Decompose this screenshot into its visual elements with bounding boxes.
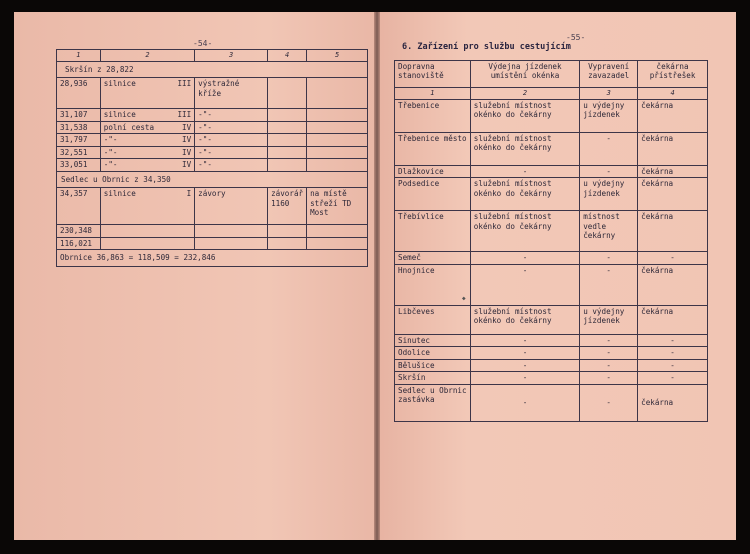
table-row xyxy=(395,372,708,384)
luggage-cell: - xyxy=(580,132,638,165)
table-row xyxy=(395,264,708,305)
col-number: 4 xyxy=(638,88,708,100)
header-row xyxy=(395,61,708,88)
table-footer: Obrnice 36,863 = 118,509 = 232,846 xyxy=(57,250,368,266)
section-heading: Skršín z 28,822 xyxy=(57,61,368,77)
km-cell: 34,357 xyxy=(57,188,101,225)
sign-cell: -"- xyxy=(195,109,268,121)
road-cell: silnice xyxy=(103,79,136,89)
luggage-cell: - xyxy=(580,252,638,264)
road-cell: -"- xyxy=(103,147,118,157)
ticket-office-cell: - xyxy=(470,165,579,177)
table-row xyxy=(57,78,368,109)
col-number: 3 xyxy=(195,50,268,62)
station-cell: Podsedice xyxy=(395,178,471,211)
table-row xyxy=(395,359,708,371)
luggage-cell: - xyxy=(580,264,638,305)
table-row xyxy=(57,188,368,225)
left-page-number: -54- xyxy=(193,39,213,48)
ticket-office-cell: - xyxy=(470,264,579,305)
col-number: 2 xyxy=(470,88,579,100)
table-row xyxy=(57,159,368,171)
ticket-office-cell: - xyxy=(470,384,579,421)
ticket-office-cell: - xyxy=(470,347,579,359)
station-cell: Sedlec u Obrnic zastávka xyxy=(395,384,471,421)
station-cell: Libčeves xyxy=(395,305,471,334)
header-cell: čekárna přístřešek xyxy=(638,61,708,88)
station-cell: Třebenice město xyxy=(395,132,471,165)
waiting-room-cell: - xyxy=(638,347,708,359)
class-cell: IV xyxy=(182,160,192,170)
ticket-office-cell: služební místnost okénko do čekárny xyxy=(470,178,579,211)
km-cell: 28,936 xyxy=(57,78,101,109)
class-cell: IV xyxy=(182,147,192,157)
waiting-room-cell: čekárna xyxy=(638,384,708,421)
station-cell: Sinutec xyxy=(395,334,471,346)
luggage-cell: - xyxy=(580,347,638,359)
table-row xyxy=(57,237,368,249)
header-cell: Dopravna stanoviště xyxy=(395,61,471,88)
luggage-cell: u výdejny jízdenek xyxy=(580,99,638,132)
sign-cell: -"- xyxy=(195,146,268,158)
class-cell: III xyxy=(177,110,192,120)
luggage-cell: - xyxy=(580,334,638,346)
col-number: 4 xyxy=(268,50,307,62)
waiting-room-cell: čekárna xyxy=(638,165,708,177)
ticket-office-cell: služební místnost okénko do čekárny xyxy=(470,99,579,132)
column-number-row xyxy=(57,50,368,62)
ticket-office-cell: služební místnost okénko do čekárny xyxy=(470,132,579,165)
col-number: 1 xyxy=(57,50,101,62)
table-row xyxy=(395,165,708,177)
station-cell: Odolice xyxy=(395,347,471,359)
table-row xyxy=(395,211,708,252)
column-number-row xyxy=(395,88,708,100)
class-cell: IV xyxy=(182,122,192,132)
right-page-title: 6. Zařízení pro službu cestujícím xyxy=(402,42,571,52)
ticket-office-cell: - xyxy=(470,252,579,264)
col-number: 5 xyxy=(307,50,368,62)
sign-cell: -"- xyxy=(195,134,268,146)
note-cell: na místě střeží TD Most xyxy=(307,188,368,225)
road-cell: polní cesta xyxy=(103,122,155,132)
road-cell: -"- xyxy=(103,160,118,170)
waiting-room-cell: - xyxy=(638,334,708,346)
table-row xyxy=(57,225,368,237)
luggage-cell: - xyxy=(580,359,638,371)
station-cell: Skršín xyxy=(395,372,471,384)
table-row xyxy=(57,134,368,146)
waiting-room-cell: čekárna xyxy=(638,264,708,305)
class-cell: IV xyxy=(182,135,192,145)
sign-cell: závory xyxy=(195,188,268,225)
km-cell: 31,797 xyxy=(57,134,101,146)
right-page-number: -55- xyxy=(566,33,586,42)
waiting-room-cell: čekárna xyxy=(638,211,708,252)
luggage-cell: - xyxy=(580,384,638,421)
header-cell: Výdejna jízdenek umístění okénka xyxy=(470,61,579,88)
crossings-table xyxy=(56,49,368,267)
col-number: 1 xyxy=(395,88,471,100)
table-row xyxy=(57,109,368,121)
ticket-office-cell: - xyxy=(470,334,579,346)
table-row xyxy=(395,252,708,264)
road-cell: silnice xyxy=(103,110,136,120)
facilities-table xyxy=(394,60,708,422)
sign-cell: -"- xyxy=(195,159,268,171)
waiting-room-cell: čekárna xyxy=(638,178,708,211)
col-number: 3 xyxy=(580,88,638,100)
luggage-cell: místnost vedle čekárny xyxy=(580,211,638,252)
col-number: 2 xyxy=(100,50,194,62)
table-row xyxy=(395,384,708,421)
table-row xyxy=(395,99,708,132)
ticket-office-cell: služební místnost okénko do čekárny xyxy=(470,211,579,252)
header-cell: Vypravení zavazadel xyxy=(580,61,638,88)
ink-mark-icon: ◆ xyxy=(462,295,466,302)
road-cell: -"- xyxy=(103,135,118,145)
km-cell: 31,107 xyxy=(57,109,101,121)
waiting-room-cell: čekárna xyxy=(638,305,708,334)
luggage-cell: - xyxy=(580,165,638,177)
waiting-room-cell: - xyxy=(638,359,708,371)
class-cell: III xyxy=(177,79,192,89)
luggage-cell: u výdejny jízdenek xyxy=(580,305,638,334)
station-cell: Třebenice xyxy=(395,99,471,132)
guard-cell: závorář 1160 xyxy=(268,188,307,225)
luggage-cell: u výdejny jízdenek xyxy=(580,178,638,211)
luggage-cell: - xyxy=(580,372,638,384)
table-row xyxy=(395,334,708,346)
sign-cell: -"- xyxy=(195,121,268,133)
waiting-room-cell: - xyxy=(638,372,708,384)
ticket-office-cell: služební místnost okénko do čekárny xyxy=(470,305,579,334)
section-heading: Sedlec u Obrnic z 34,350 xyxy=(57,171,368,187)
km-cell: 33,051 xyxy=(57,159,101,171)
road-cell: silnice xyxy=(103,189,136,199)
km-cell: 116,021 xyxy=(57,237,101,249)
km-cell: 32,551 xyxy=(57,146,101,158)
ticket-office-cell: - xyxy=(470,359,579,371)
table-row xyxy=(395,132,708,165)
class-cell: I xyxy=(186,189,192,199)
table-row xyxy=(395,347,708,359)
table-row xyxy=(395,178,708,211)
km-cell: 31,538 xyxy=(57,121,101,133)
station-cell: Hnojnice xyxy=(395,264,471,305)
station-cell: Bělušice xyxy=(395,359,471,371)
station-cell: Semeč xyxy=(395,252,471,264)
waiting-room-cell: čekárna xyxy=(638,99,708,132)
table-row xyxy=(57,121,368,133)
table-row xyxy=(57,146,368,158)
station-cell: Dlažkovice xyxy=(395,165,471,177)
table-row xyxy=(395,305,708,334)
sign-cell: výstražné kříže xyxy=(195,78,268,109)
km-cell: 230,348 xyxy=(57,225,101,237)
book-gutter xyxy=(374,12,380,540)
station-cell: Třebívlice xyxy=(395,211,471,252)
ticket-office-cell: - xyxy=(470,372,579,384)
waiting-room-cell: - xyxy=(638,252,708,264)
waiting-room-cell: čekárna xyxy=(638,132,708,165)
